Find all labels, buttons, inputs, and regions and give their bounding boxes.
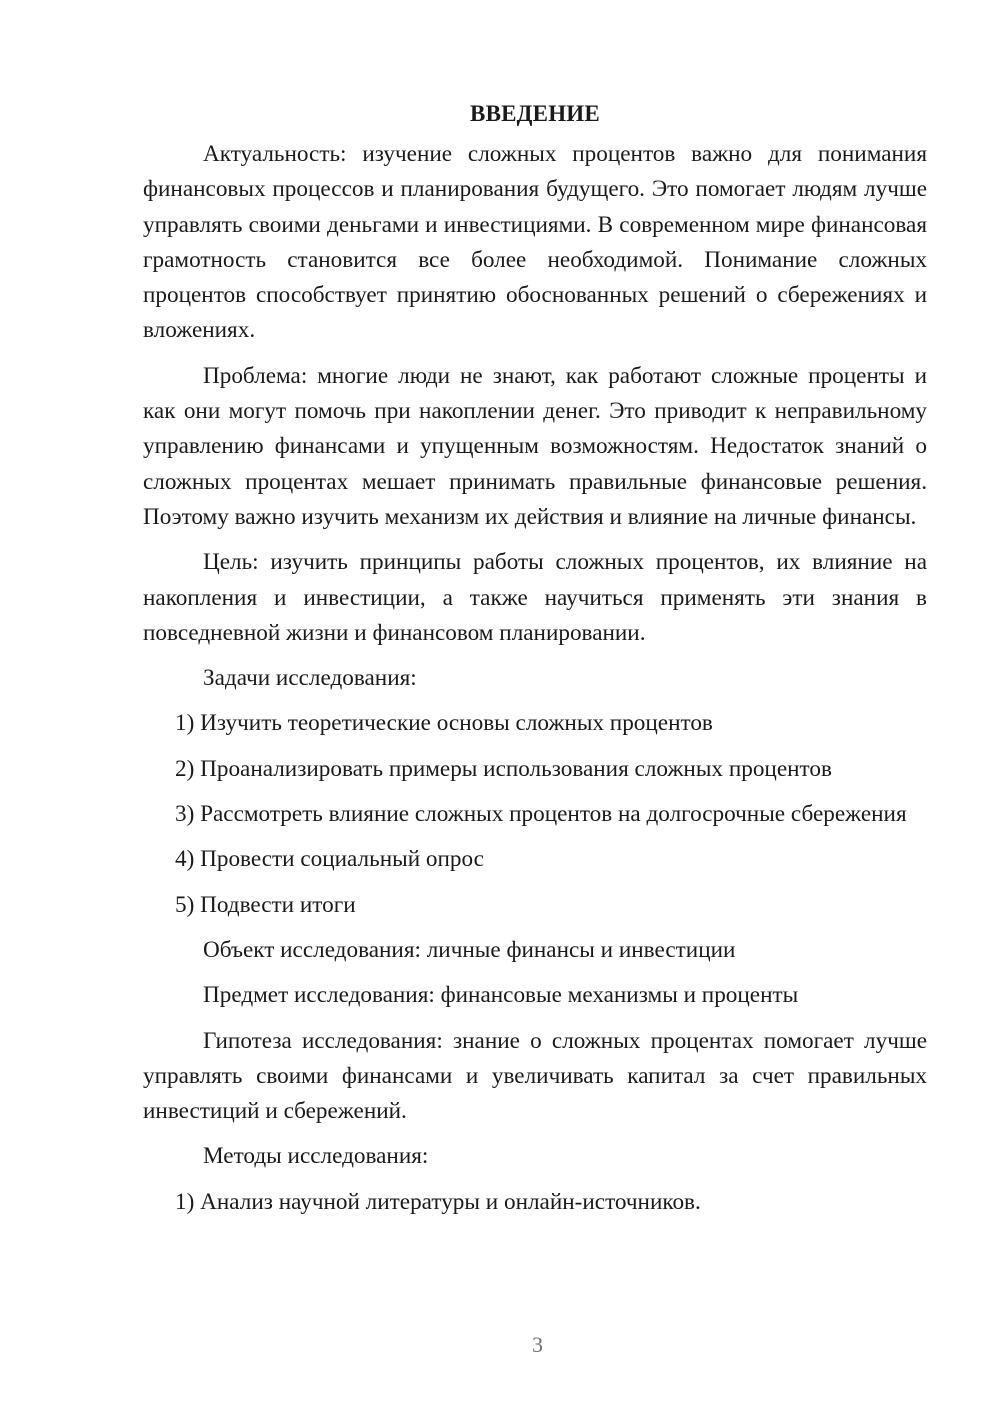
task-item-4: 4) Провести социальный опрос bbox=[175, 846, 484, 873]
paragraph-subject: Предмет исследования: финансовые механизмы и проценты bbox=[203, 982, 799, 1009]
paragraph-methods-heading: Методы исследования: bbox=[203, 1143, 429, 1170]
paragraph-hypothesis: Гипотеза исследования: знание о сложных процентах помогает лучше управлять своими финансами и увеличивать капитал за счет правильных инвестиций и сбережений. bbox=[143, 1027, 927, 1125]
page-number: 3 bbox=[532, 1332, 543, 1357]
task-item-3: 3) Рассмотреть влияние сложных процентов на долгосрочные сбережения bbox=[175, 801, 907, 828]
paragraph-tasks-heading: Задачи исследования: bbox=[203, 665, 417, 692]
task-item-2: 2) Проанализировать примеры использования сложных процентов bbox=[175, 755, 832, 782]
task-item-1: 1) Изучить теоретические основы сложных процентов bbox=[175, 710, 713, 737]
page-content bbox=[143, 96, 927, 1230]
paragraph-object: Объект исследования: личные финансы и инвестиции bbox=[203, 936, 736, 963]
page-title: ВВЕДЕНИЕ bbox=[470, 101, 600, 126]
paragraph-problem: Проблема: многие люди не знают, как работают сложные проценты и как они могут помочь при накоплении денег. Это приводит к неправильному управлению финансами и упущенным возможностям. Недостаток знаний о сложных процентах мешает принимать правильные финансовые решения. Поэтому важно изучить механизм их действия и влияние на личные финансы. bbox=[143, 362, 927, 530]
paragraph-goal: Цель: изучить принципы работы сложных процентов, их влияние на накопления и инвестиции, а также научиться применять эти знания в повседневной жизни и финансовом планировании. bbox=[143, 549, 927, 646]
method-item-1: 1) Анализ научной литературы и онлайн-источников. bbox=[175, 1188, 701, 1215]
paragraph-relevance: Актуальность: изучение сложных процентов важно для понимания финансовых процессов и планирования будущего. Это помогает людям лучше управлять своими деньгами и инвестициями. В современном мире финансовая грамотность становится все более необходимой. Понимание сложных процентов способствует принятию обоснованных решений о сбережениях и вложениях. bbox=[143, 141, 927, 344]
task-item-5: 5) Подвести итоги bbox=[175, 891, 356, 918]
